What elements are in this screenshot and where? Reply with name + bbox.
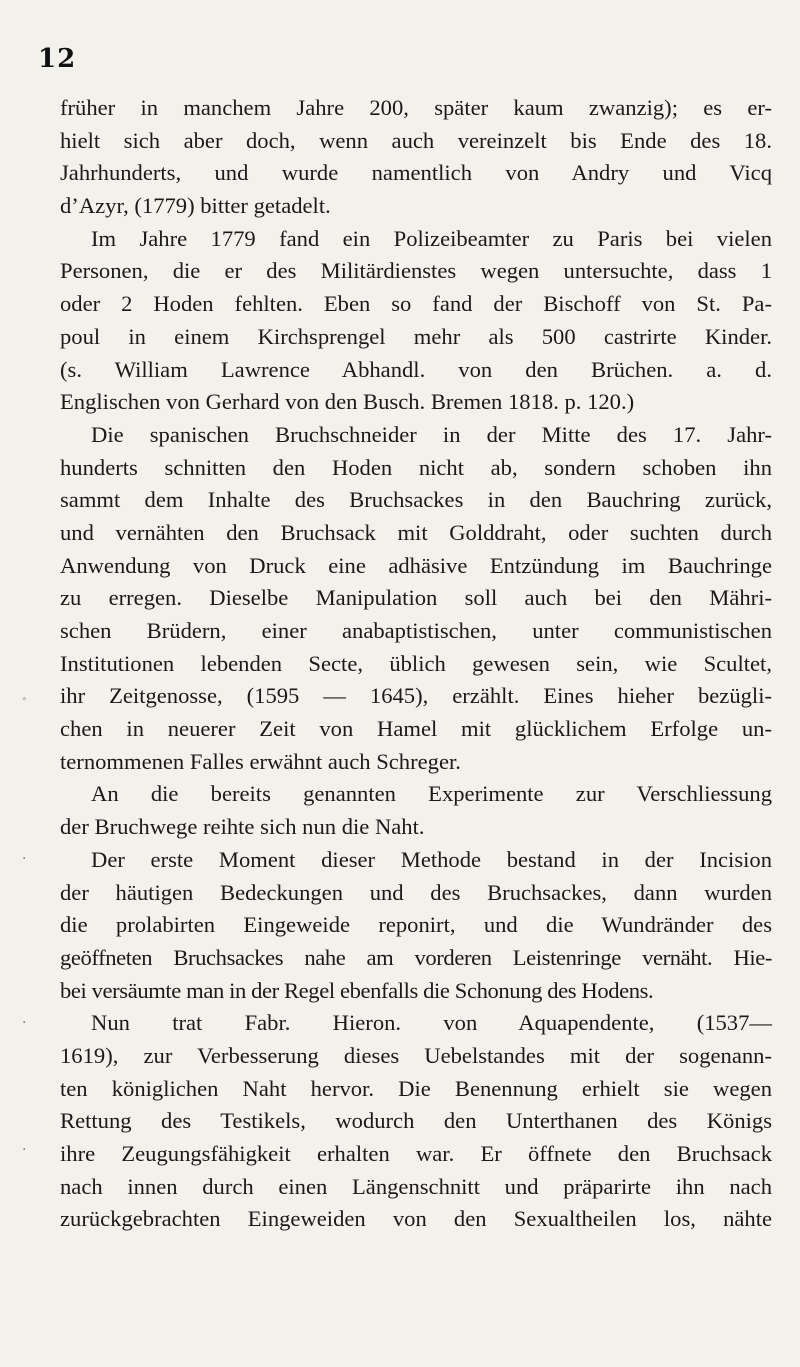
margin-mark: ﾞ: [22, 697, 29, 713]
text-line: ternommenen Falles erwähnt auch Schreger.: [60, 748, 461, 774]
text-line: zurückgebrachten Eingeweiden von den Sexualtheilen los, nähte: [60, 1206, 772, 1232]
margin-mark: ·: [22, 851, 27, 867]
text-line: chen in neuerer Zeit von Hamel mit glücklichem Erfolge un-: [60, 716, 772, 742]
text-line: Rettung des Testikels, wodurch den Unterthanen des Königs: [60, 1108, 772, 1134]
text-line: ten königlichen Naht hervor. Die Benennung erhielt sie wegen: [60, 1075, 772, 1101]
text-line: An die bereits genannten Experimente zur Verschliessung: [91, 781, 772, 807]
text-line: Die spanischen Bruchschneider in der Mitte des 17. Jahr-: [91, 421, 772, 447]
text-line: bei versäumte man in der Regel ebenfalls die Schonung des Hodens.: [60, 977, 654, 1003]
text-line: oder 2 Hoden fehlten. Eben so fand der Bischoff von St. Pa-: [60, 291, 772, 317]
text-line: zu erregen. Dieselbe Manipulation soll auch bei den Mähri-: [60, 585, 772, 611]
margin-mark: ·: [22, 1142, 27, 1158]
text-line: die prolabirten Eingeweide reponirt, und die Wundränder des: [60, 912, 772, 938]
text-line: Im Jahre 1779 fand ein Polizeibeamter zu Paris bei vielen: [91, 225, 772, 251]
text-line: ihr Zeitgenosse, (1595 — 1645), erzählt. Eines hieher bezügli-: [60, 683, 772, 709]
text-line: und vernähten den Bruchsack mit Golddraht, oder suchten durch: [60, 519, 772, 545]
margin-mark: ·: [22, 1015, 27, 1031]
text-line: nach innen durch einen Längenschnitt und präparirte ihn nach: [60, 1173, 772, 1199]
text-line: der häutigen Bedeckungen und des Bruchsackes, dann wurden: [60, 879, 772, 905]
text-line: schen Brüdern, einer anabaptistischen, unter communistischen: [60, 618, 772, 643]
text-line: d’Azyr, (1779) bitter getadelt.: [60, 193, 331, 219]
text-line: sammt dem Inhalte des Bruchsackes in den Bauchring zurück,: [60, 487, 772, 513]
text-line: Institutionen lebenden Secte, üblich gewesen sein, wie Scultet,: [60, 650, 772, 676]
text-line: Jahrhunderts, und wurde namentlich von Andry und Vicq: [60, 160, 772, 186]
text-line: Der erste Moment dieser Methode bestand in der Incision: [91, 846, 772, 872]
text-line: Personen, die er des Militärdienstes wegen untersuchte, dass 1: [60, 258, 772, 284]
text-line: Englischen von Gerhard von den Busch. Bremen 1818. p. 120.): [60, 389, 635, 415]
text-line: hunderts schnitten den Hoden nicht ab, sondern schoben ihn: [60, 454, 772, 480]
text-line: Anwendung von Druck eine adhäsive Entzündung im Bauchringe: [60, 552, 772, 578]
page-number: 12: [38, 44, 77, 74]
text-line: Nun trat Fabr. Hieron. von Aquapendente, (1537—: [91, 1010, 772, 1036]
text-line: (s. William Lawrence Abhandl. von den Brüchen. a. d.: [60, 356, 772, 382]
text-line: der Bruchwege reihte sich nun die Naht.: [60, 814, 425, 840]
text-line: ihre Zeugungsfähigkeit erhalten war. Er öffnete den Bruchsack: [60, 1141, 772, 1166]
body-text: [60, 92, 772, 1236]
text-line: früher in manchem Jahre 200, später kaum zwanzig); es er-: [60, 95, 772, 120]
text-line: 1619), zur Verbesserung dieses Uebelstandes mit der sogenann-: [60, 1042, 772, 1068]
text-line: poul in einem Kirchsprengel mehr als 500 castrirte Kinder.: [60, 323, 772, 349]
text-line: hielt sich aber doch, wenn auch vereinzelt bis Ende des 18.: [60, 127, 772, 153]
text-line: geöffneten Bruchsackes nahe am vorderen Leistenringe vernäht. Hie-: [60, 944, 772, 970]
